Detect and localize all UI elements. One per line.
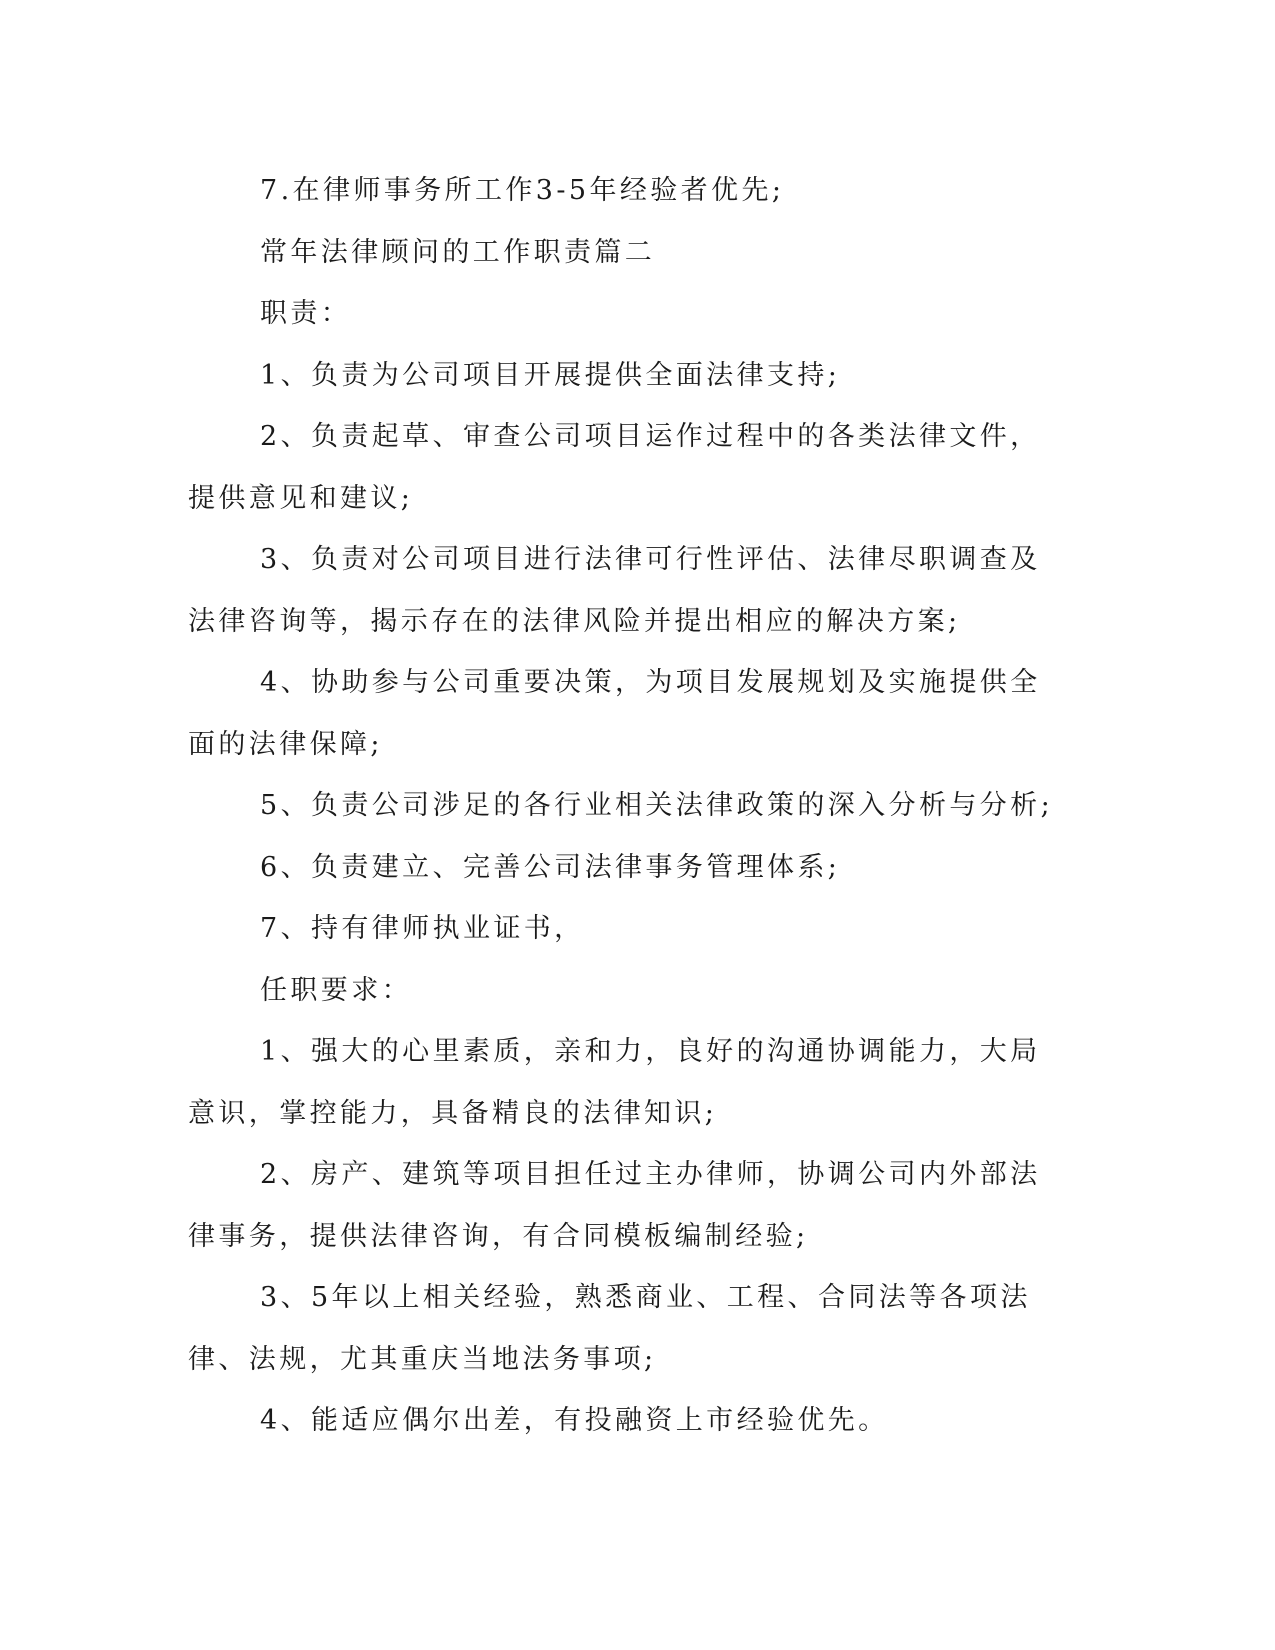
duty-item-5: 5、负责公司涉足的各行业相关法律政策的深入分析与分析;	[260, 790, 1054, 821]
duties-heading: 职责：	[260, 298, 352, 329]
section-heading: 常年法律顾问的工作职责篇二	[260, 236, 656, 268]
duty-item-3: 3、负责对公司项目进行法律可行性评估、法律尽职调查及法律咨询等，揭示存在的法律风险并提出相应的解决方案;	[188, 544, 1041, 637]
duty-item-4: 4、协助参与公司重要决策，为项目发展规划及实施提供全面的法律保障;	[188, 667, 1041, 760]
requirement-item-2: 2、房产、建筑等项目担任过主办律师，协调公司内外部法律事务，提供法律咨询，有合同模板编制经验;	[188, 1159, 1041, 1252]
duty-item-1: 1、负责为公司项目开展提供全面法律支持;	[260, 359, 841, 391]
requirements-heading: 任职要求：	[260, 974, 412, 1006]
duty-item-2: 2、负责起草、审查公司项目运作过程中的各类法律文件，提供意见和建议;	[188, 421, 1041, 514]
requirement-item-3: 3、5年以上相关经验，熟悉商业、工程、合同法等各项法律、法规，尤其重庆当地法务事项;	[188, 1282, 1031, 1375]
duty-item-7: 7、持有律师执业证书，	[260, 913, 585, 944]
requirement-item-4: 4、能适应偶尔出差，有投融资上市经验优先。	[260, 1405, 889, 1436]
document-body	[188, 160, 1068, 1452]
requirement-item-1: 1、强大的心里素质，亲和力，良好的沟通协调能力，大局意识，掌控能力，具备精良的法律知识;	[188, 1036, 1041, 1129]
duty-item-6: 6、负责建立、完善公司法律事务管理体系;	[260, 851, 841, 883]
paragraph-experience-preference: 7.在律师事务所工作3-5年经验者优先;	[260, 175, 785, 206]
